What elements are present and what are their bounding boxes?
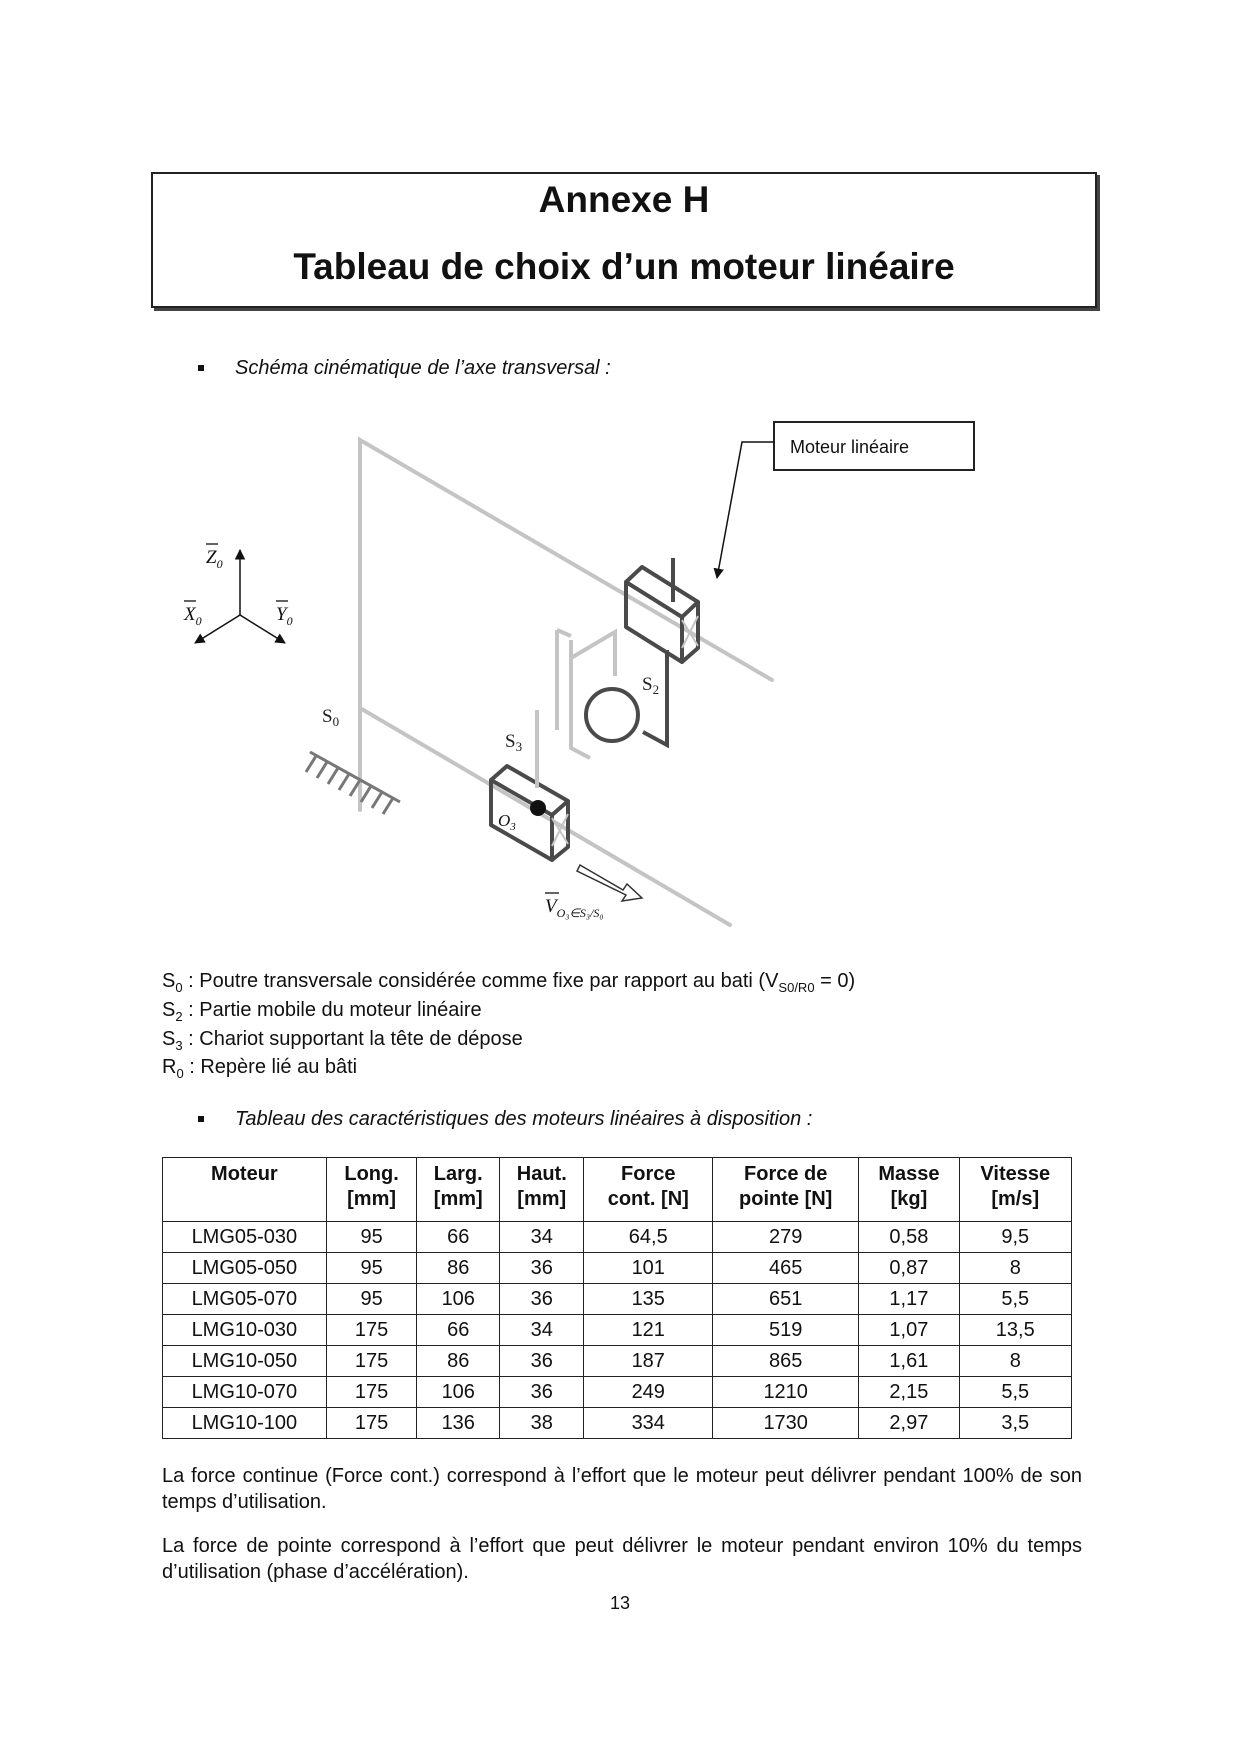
table-cell: 86 xyxy=(417,1346,500,1377)
col-header-vitesse: Vitesse [m/s] xyxy=(959,1158,1071,1222)
table-row xyxy=(163,1408,1072,1439)
page-number: 13 xyxy=(609,1593,631,1613)
table-cell: 519 xyxy=(713,1315,859,1346)
table-cell: LMG05-050 xyxy=(163,1253,327,1284)
table-cell: LMG10-100 xyxy=(163,1408,327,1439)
table-cell: 136 xyxy=(417,1408,500,1439)
table-cell: 0,87 xyxy=(859,1253,959,1284)
table-cell: 64,5 xyxy=(584,1222,713,1253)
table-cell: 121 xyxy=(584,1315,713,1346)
legend-s0: $S_0$ : Poutre transversale considérée comme fixe par rapport au bati $(V_{S0/R0} = 0)$ xyxy=(162,970,856,995)
table-cell: 95 xyxy=(326,1222,417,1253)
title-box xyxy=(151,172,1097,308)
legend-s2: $S_2$ : Partie mobile du moteur linéaire xyxy=(162,999,482,1024)
frame-s0 xyxy=(360,440,772,925)
velocity-arrow-icon xyxy=(577,865,642,901)
table-cell: 2,97 xyxy=(859,1408,959,1439)
col-header-haut: Haut. [mm] xyxy=(500,1158,584,1222)
link-s2 xyxy=(643,650,667,745)
table-cell: 249 xyxy=(584,1377,713,1408)
table-cell: 101 xyxy=(584,1253,713,1284)
table-row xyxy=(163,1253,1072,1284)
section-heading-table-text: Tableau des caractéristiques des moteurs linéaires à disposition : xyxy=(235,1108,813,1130)
table-header-row xyxy=(163,1158,1072,1222)
label-s3: $S_3$ xyxy=(505,731,523,754)
table-cell: 8 xyxy=(959,1253,1071,1284)
table-cell: 865 xyxy=(713,1346,859,1377)
table-cell: 36 xyxy=(500,1253,584,1284)
wheel-icon xyxy=(586,689,638,741)
table-cell: 38 xyxy=(500,1408,584,1439)
callout-label: Moteur linéaire xyxy=(790,437,910,457)
label-s0: $S_0$ xyxy=(322,706,340,729)
table-cell: 13,5 xyxy=(959,1315,1071,1346)
annex-subtitle: Tableau de choix d’un moteur linéaire xyxy=(293,246,955,287)
table-cell: 86 xyxy=(417,1253,500,1284)
table-cell: 2,15 xyxy=(859,1377,959,1408)
point-o3-icon xyxy=(530,800,546,816)
col-header-larg: Larg. [mm] xyxy=(417,1158,500,1222)
motor-block-s2 xyxy=(626,558,698,662)
table-cell: 334 xyxy=(584,1408,713,1439)
table-cell: 66 xyxy=(417,1222,500,1253)
table-cell: 8 xyxy=(959,1346,1071,1377)
table-cell: 66 xyxy=(417,1315,500,1346)
table-cell: 175 xyxy=(326,1377,417,1408)
table-cell: LMG10-070 xyxy=(163,1377,327,1408)
axis-y-label: $Y_0$ xyxy=(276,604,293,628)
table-cell: 1730 xyxy=(713,1408,859,1439)
section-heading-schema-text: Schéma cinématique de l’axe transversal : xyxy=(235,357,611,379)
ground-hatch-icon xyxy=(306,752,400,814)
legend-s3: $S_3$ : Chariot supportant la tête de dépose xyxy=(162,1028,523,1053)
table-cell: 36 xyxy=(500,1377,584,1408)
table-cell: 1210 xyxy=(713,1377,859,1408)
table-cell: 95 xyxy=(326,1253,417,1284)
table-cell: 279 xyxy=(713,1222,859,1253)
bullet-square-icon xyxy=(198,365,204,371)
legend-r0: $R_0$ : Repère lié au bâti xyxy=(162,1056,358,1081)
table-cell: 1,61 xyxy=(859,1346,959,1377)
callout-leader xyxy=(717,442,774,578)
table-row xyxy=(163,1346,1072,1377)
table-cell: 34 xyxy=(500,1315,584,1346)
table-cell: 5,5 xyxy=(959,1377,1071,1408)
table-cell: 3,5 xyxy=(959,1408,1071,1439)
col-header-moteur: Moteur xyxy=(163,1158,327,1222)
note-force-pointe: La force de pointe correspond à l’effort que peut délivrer le moteur pendant environ 10% du temps d’utilisation (phase d’accélération). xyxy=(162,1535,1082,1583)
axis-x-label: $X_0$ xyxy=(184,604,202,628)
table-cell: 5,5 xyxy=(959,1284,1071,1315)
table-cell: 106 xyxy=(417,1284,500,1315)
note-force-continue: La force continue (Force cont.) correspond à l’effort que le moteur peut délivrer pendant 100% de son temps d’utilisation. xyxy=(162,1465,1082,1513)
label-o3: $O_3$ xyxy=(498,811,516,833)
axis-z-label: $Z_0$ xyxy=(206,547,223,571)
table-cell: 36 xyxy=(500,1346,584,1377)
table-cell: 36 xyxy=(500,1284,584,1315)
table-cell: LMG05-070 xyxy=(163,1284,327,1315)
table-row xyxy=(163,1284,1072,1315)
table-cell: 465 xyxy=(713,1253,859,1284)
table-cell: 106 xyxy=(417,1377,500,1408)
kinematic-diagram xyxy=(150,410,910,930)
col-header-force-cont: Force cont. [N] xyxy=(584,1158,713,1222)
col-header-masse: Masse [kg] xyxy=(859,1158,959,1222)
table-cell: LMG10-050 xyxy=(163,1346,327,1377)
table-row xyxy=(163,1377,1072,1408)
table-cell: 187 xyxy=(584,1346,713,1377)
table-cell: 9,5 xyxy=(959,1222,1071,1253)
table-row xyxy=(163,1315,1072,1346)
table-cell: LMG05-030 xyxy=(163,1222,327,1253)
table-cell: 0,58 xyxy=(859,1222,959,1253)
table-cell: LMG10-030 xyxy=(163,1315,327,1346)
table-cell: 95 xyxy=(326,1284,417,1315)
table-cell: 651 xyxy=(713,1284,859,1315)
table-cell: 1,17 xyxy=(859,1284,959,1315)
col-header-long: Long. [mm] xyxy=(326,1158,417,1222)
table-cell: 175 xyxy=(326,1315,417,1346)
label-velocity: $V_{O_3\in S_3/S_0}$ xyxy=(545,896,604,920)
bullet-square-icon xyxy=(198,1116,204,1122)
table-cell: 1,07 xyxy=(859,1315,959,1346)
table-cell: 175 xyxy=(326,1346,417,1377)
annex-title: Annexe H xyxy=(538,179,710,220)
table-cell: 34 xyxy=(500,1222,584,1253)
table-cell: 175 xyxy=(326,1408,417,1439)
label-s2: $S_2$ xyxy=(642,674,660,697)
table-row xyxy=(163,1222,1072,1253)
motor-spec-table xyxy=(162,1157,1072,1439)
table-cell: 135 xyxy=(584,1284,713,1315)
col-header-force-pointe: Force de pointe [N] xyxy=(713,1158,859,1222)
